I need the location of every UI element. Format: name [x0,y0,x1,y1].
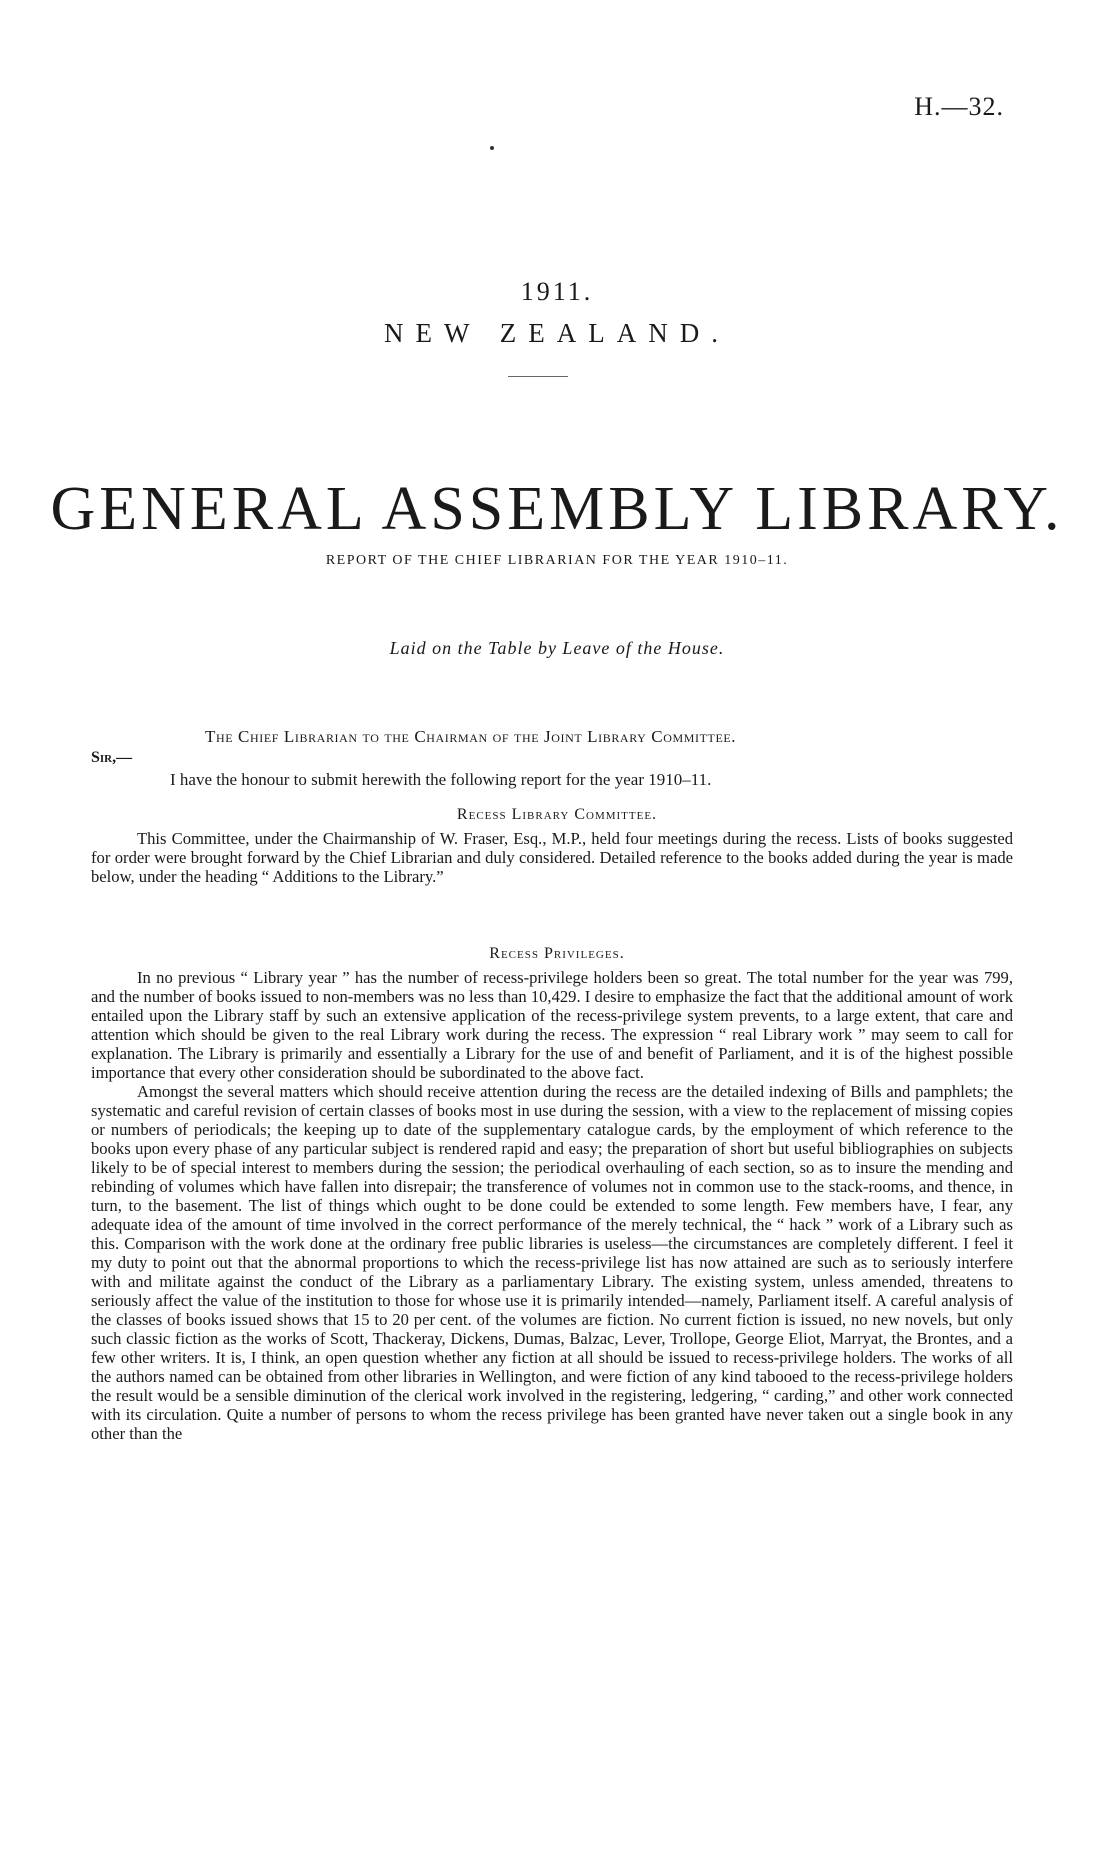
letter-salutation: Sir,— [91,749,133,766]
letter-opening: I have the honour to submit herewith the following report for the year 1910–11. [170,770,712,789]
section-body-recess-committee [91,829,1013,886]
page-title: GENERAL ASSEMBLY LIBRARY. [50,475,1064,543]
laid-on-table-note: Laid on the Table by Leave of the House. [389,638,725,658]
paragraph: In no previous “ Library year ” has the number of recess-privilege holders been so great. The total number for the year was 799, and the number of books issued to non-members was no less than 10,429. I desire to emphasize the fact that the additional amount of work entailed upon the Library staff by such an extensive application of the recess-privilege system prevents, to a large extent, that care and attention which should be given to the real Library work during the recess. The expression “ real Library work ” may seem to call for explanation. The Library is primarily and essentially a Library for the use of and benefit of Parliament, and it is of the highest possible importance that every other consideration should be subordinated to the above fact. [91,968,1013,1082]
section-body-recess-privileges [91,968,1013,1443]
section-heading-recess-committee: Recess Library Committee. [456,806,658,823]
report-reference: H.—32. [914,92,1004,121]
paragraph: Amongst the several matters which should receive attention during the recess are the detailed indexing of Bills and pamphlets; the systematic and careful revision of certain classes of books most in use during the session, with a view to the replacement of missing copies or numbers of periodicals; the keeping up to date of the supplementary catalogue cards, by the employment of which reference to the books upon every phase of any particular subject is rendered rapid and easy; the preparation of short but useful bibliographies on subjects likely to be of special interest to members during the session; the periodical overhauling of each section, so as to insure the mending and rebinding of volumes which have fallen into disrepair; the transference of volumes not in common use to the stack-rooms, and thence, in turn, to the basement. The list of things which ought to be done could be extended to some length. Few members have, I fear, any adequate idea of the amount of time involved in the correct performance of the merely technical, the “ hack ” work of a Library such as this. Comparison with the work done at the ordinary free public libraries is useless—the circumstances are completely different. I feel it my duty to point out that the abnormal proportions to which the recess-privilege list has now attained are such as to seriously interfere with and militate against the conduct of the Library as a parliamentary Library. The existing system, unless amended, threatens to seriously affect the value of the institution to those for whose use it is primarily intended—namely, Parliament itself. A careful analysis of the classes of books issued shows that 15 to 20 per cent. of the volumes are fiction. No current fiction is issued, no new novels, but only such classic fiction as the works of Scott, Thackeray, Dickens, Dumas, Balzac, Lever, Trollope, George Eliot, Marryat, the Brontes, and a few other writers. It is, I think, an open question whether any fiction at all should be issued to recess-privilege holders. The works of all the authors named can be obtained from other libraries in Wellington, and were fiction of any kind tabooed to the recess-privilege holders the result would be a sensible diminution of the clerical work involved in the registering, ledgering, “ carding,” and other work connected with its circulation. Quite a number of persons to whom the recess privilege has been granted have never taken out a single book in any other than the [91,1082,1013,1443]
title-divider [508,376,568,377]
report-year: 1911. [520,277,594,306]
print-mark [490,146,494,150]
country-name: NEW ZEALAND. [384,318,730,348]
paragraph: This Committee, under the Chairmanship of W. Fraser, Esq., M.P., held four meetings during the recess. Lists of books suggested for order were brought forward by the Chief Librarian and duly considered. Detailed reference to the books added during the year is made below, under the heading “ Additions to the Library.” [91,829,1013,886]
section-heading-recess-privileges: Recess Privileges. [489,945,625,962]
letter-address: The Chief Librarian to the Chairman of the Joint Library Committee. [205,727,737,746]
report-subtitle: REPORT OF THE CHIEF LIBRARIAN FOR THE YEAR 1910–11. [325,553,789,568]
